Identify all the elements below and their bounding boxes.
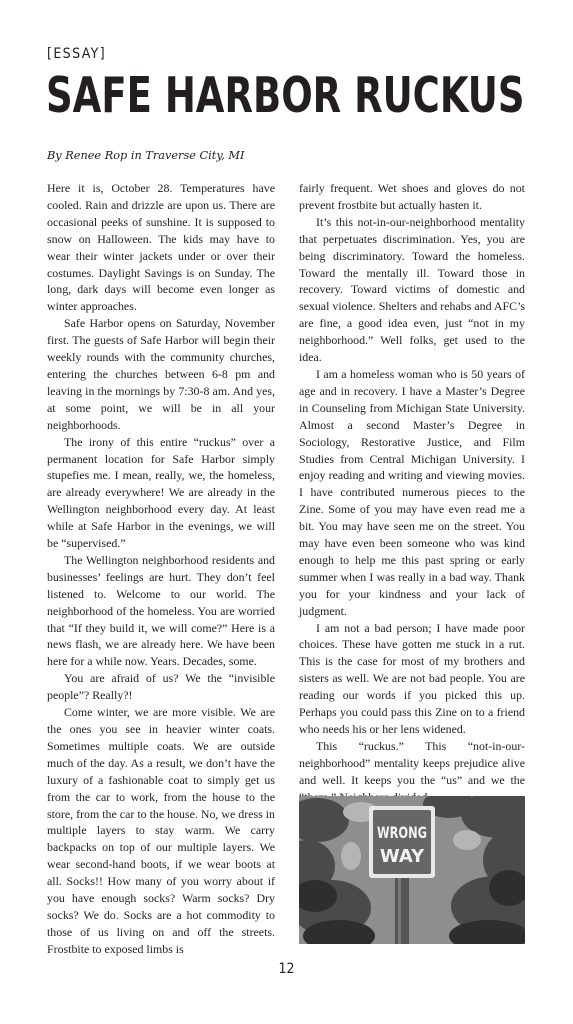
wrong-way-sign-photo bbox=[299, 796, 525, 944]
left-text-column bbox=[47, 180, 275, 958]
paragraph: You are afraid of us? We the “invisible people”? Really?! bbox=[47, 671, 275, 703]
sign-post bbox=[395, 876, 409, 944]
wrong-way-sign-illustration bbox=[299, 796, 525, 944]
page-number: 12 bbox=[278, 961, 295, 977]
paragraph: fairly frequent. Wet shoes and gloves do not prevent frostbite but actually hasten it. bbox=[299, 181, 525, 212]
paragraph: Here it is, October 28. Temperatures have cooled. Rain and drizzle are upon us. There are occasional peeks of sunshine. It is supposed to snow on Halloween. The kids may have to wear their winter jackets under or over their costumes. Daylight Savings is on Sunday. The long, dark days will become even longer as winter approaches. bbox=[47, 181, 275, 314]
sign-text-line1: WRONG bbox=[377, 823, 427, 842]
paragraph: I am not a bad person; I have made poor choices. These have gotten me stuck in a rut. This is the case for most of my brothers and sisters as well. We are not bad people. You are reading our words if you picked this up. Perhaps you could pass this Zine on to a friend who needs his or her lens widened. bbox=[299, 620, 525, 736]
paragraph: The irony of this entire “ruckus” over a permanent location for Safe Harbor simply stupefies me. I mean, really, we, the homeless, are already everywhere! We are already in the Wellington neighborhood every day. At least while at Safe Harbor in the evenings, we will be “supervised.” bbox=[47, 434, 275, 551]
paragraph: It’s this not-in-our-neighborhood mentality that perpetuates discrimination. Yes, you are being discriminatory. Toward the homeless. Toward the mentally ill. Toward those in recovery. Toward victims of domestic and sexual violence. Shelters and rehabs and AFC’s are fine, a good idea even, just “not in my neighborhood.” Well folks, get used to the idea. bbox=[299, 214, 525, 365]
paragraph: Come winter, we are more visible. We are the ones you see in heavier winter coats. Sometimes multiple coats. We are outside much of the day. As a result, we don’t have the luxury of a fashionable coat to simply get us from the car to work, from the house to the store, from the car to the house. No, we dress in multiple layers to stay warm. We carry backpacks on top of our multiple layers. We wear second-hand boots, if we wear boots at all. Socks!! How many of you worry about if you have enough socks? Warm socks? Dry socks? We do. Socks are a hot commodity to those of us living on and off the streets. Frostbite to exposed limbs is bbox=[47, 705, 275, 956]
essay-kicker: [ESSAY] bbox=[47, 46, 107, 62]
paragraph: I am a homeless woman who is 50 years of age and in recovery. I have a Master’s Degree in Counseling from Michigan State University. Almost a second Master’s Degree in Sociology, Restorative Justice, and Film Studies from Central Michigan University. I enjoy reading and writing and viewing movies. I have contributed numerous pieces to the Zine. Some of you may have even read me a bit. You may have seen me on the street. You may have even been someone who was kind enough to help me this past spring or early summer when I was really in a bad way. Thank you for your kindness and your lack of judgment. bbox=[299, 366, 525, 618]
article-title: SAFE HARBOR RUCKUS bbox=[46, 67, 525, 124]
paragraph: The Wellington neighborhood residents and businesses’ feelings are hurt. They don’t feel listened to. Welcome to our world. The neighborhood of the homeless. You are worried that “If they build it, we will come?” Here is a news flash, we are already here. We have been here for a while now. Years. Decades, some. bbox=[47, 552, 275, 669]
paragraph: Safe Harbor opens on Saturday, November first. The guests of Safe Harbor will begin their weekly rounds with the community churches, entering the churches between 6-8 pm and leaving in the mornings by 7:30-8 am. And yes, at some point, we will be in all your neighborhoods. bbox=[47, 316, 275, 432]
paragraph: This “ruckus.” This “not-in-our-neighborhood” mentality keeps prejudice alive and well. It keeps you the “us” and we the bbox=[299, 738, 525, 787]
right-text-column bbox=[299, 180, 525, 806]
sign-text-line2: WAY bbox=[379, 846, 425, 867]
byline: By Renee Rop in Traverse City, MI bbox=[47, 149, 245, 162]
